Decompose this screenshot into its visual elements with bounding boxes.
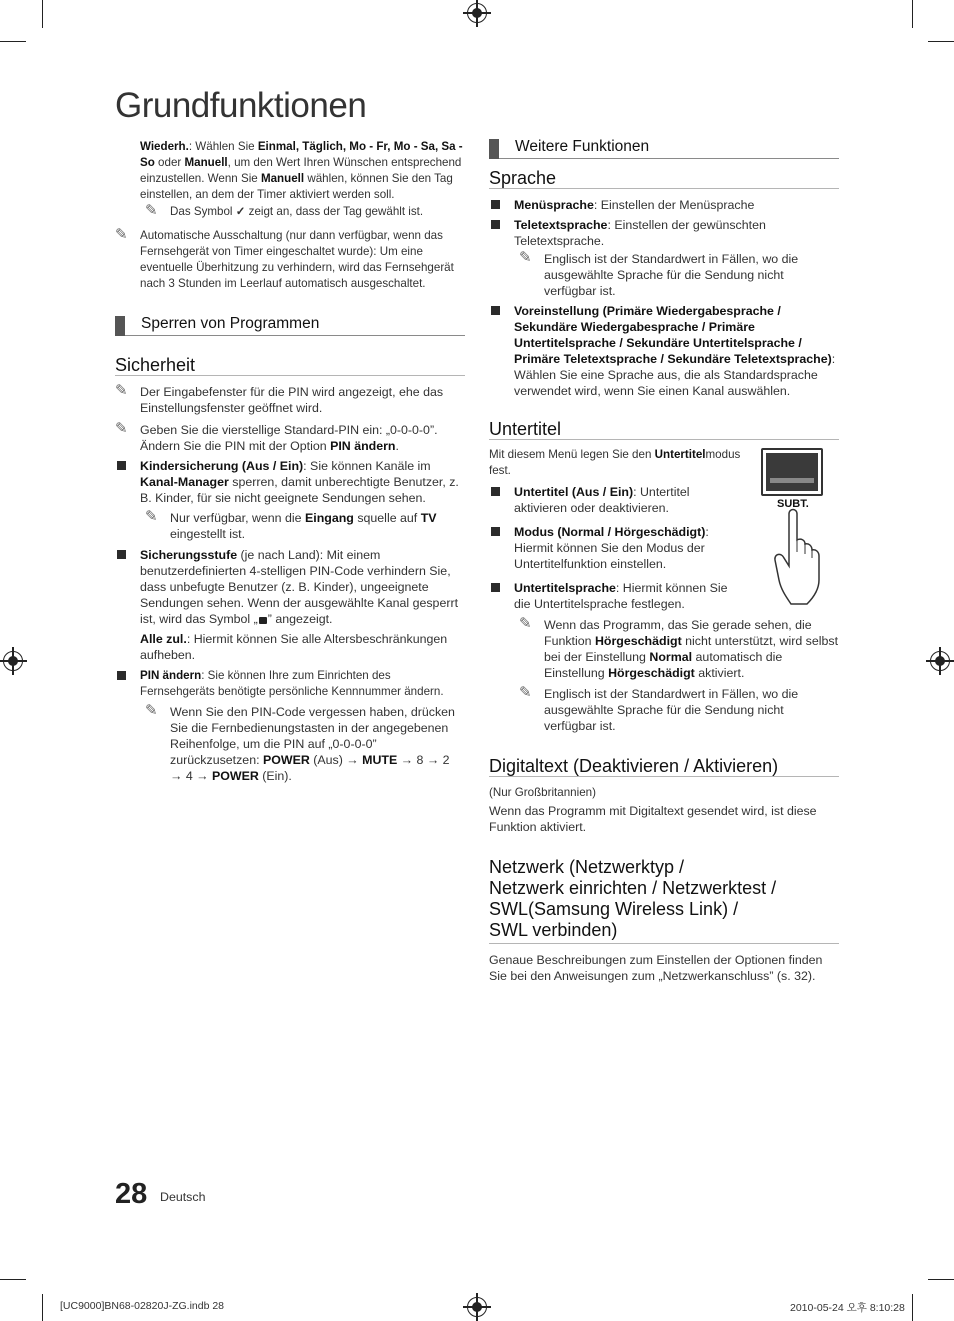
text: Der Eingabefenster für die PIN wird angezeigt, ehe das Einstellungsfenster geöffnet wird. bbox=[140, 385, 444, 415]
term: Voreinstellung (Primäre Wiedergabesprache / Sekundäre Wiedergabesprache / Primäre Untertitelsprache / Sekundäre Untertitelsprache / Primäre Teletextsprache / Sekundäre Teletextsprache) bbox=[514, 304, 832, 366]
paragraph: Wenn das Programm mit Digitaltext gesendet wird, ist diese Funktion aktiviert. bbox=[489, 804, 817, 834]
note-pencil-icon: ✎ bbox=[145, 702, 158, 719]
text: modus fest. bbox=[489, 448, 741, 477]
heading-netzwerk bbox=[489, 857, 839, 941]
term: Kindersicherung (Aus / Ein) bbox=[140, 459, 304, 473]
note bbox=[115, 384, 465, 416]
text: sperren, damit unberechtigte Benutzer, z. B. Kinder, für sie nicht geeignete Sendungen sehen. bbox=[140, 475, 459, 505]
remote-hand-icon bbox=[761, 448, 825, 608]
text: : Hiermit können Sie den Modus der Untertitelfunktion einstellen. bbox=[514, 525, 709, 571]
note bbox=[115, 228, 465, 292]
registration-mark-icon bbox=[467, 3, 487, 23]
term: MUTE bbox=[362, 753, 398, 767]
note bbox=[519, 617, 839, 681]
crop-mark bbox=[912, 0, 913, 28]
term: Wiederh. bbox=[140, 140, 189, 153]
text: Englisch ist der Standardwert in Fällen, wo die ausgewählte Sprache für die Sendung nicht verfügbar ist. bbox=[544, 687, 799, 733]
note-pencil-icon: ✎ bbox=[519, 615, 532, 632]
list-item bbox=[115, 458, 465, 506]
text: . bbox=[395, 439, 399, 453]
wiederh-paragraph bbox=[115, 139, 465, 203]
term: Manuell bbox=[184, 156, 228, 169]
note bbox=[115, 422, 465, 454]
note bbox=[145, 510, 465, 542]
text: : Hiermit können Sie die Untertitelsprache festlegen. bbox=[514, 581, 728, 611]
page-number: 28 bbox=[115, 1178, 148, 1210]
term: Kanal-Manager bbox=[140, 475, 229, 489]
text: (Ein). bbox=[258, 769, 292, 783]
term: PIN ändern bbox=[140, 669, 202, 682]
note bbox=[519, 686, 839, 734]
text: → 8 → 2 → 4 → bbox=[170, 753, 450, 783]
print-file-info: [UC9000]BN68-02820J-ZG.indb 28 bbox=[60, 1300, 225, 1312]
text: (je nach Land): Mit einem benutzerdefinierten 4-stelligen PIN-Code verhindern Sie, dass unbefugte Benutzer (z. B. Kinder), ungeeignete Sendungen sehen. Wenn der ausgewählte Kanal gesperrt ist, wird das Symbol „ bbox=[140, 548, 459, 626]
text: Englisch ist der Standardwert in Fällen, wo die ausgewählte Sprache für die Sendung nicht verfügbar ist. bbox=[544, 252, 799, 298]
text: : Hiermit können Sie alle Altersbeschränkungen aufheben. bbox=[140, 632, 448, 662]
text: : Sie können Ihre zum Einrichten des Fernsehgeräts benötigte persönliche Kennnummer ändern. bbox=[140, 669, 444, 698]
text: Wenn Sie den PIN-Code vergessen haben, drücken Sie die Fernbedienungstasten in der angegebenen Reihenfolge, um die PIN auf „0-0-0-0” zurückzusetzen: bbox=[170, 705, 455, 767]
subt-button-label: SUBT. bbox=[777, 498, 809, 510]
term: Modus (Normal / Hörgeschädigt) bbox=[514, 525, 706, 539]
text: Wenn das Programm, das Sie gerade sehen, die Funktion bbox=[544, 618, 812, 648]
note-pencil-icon: ✎ bbox=[115, 226, 128, 243]
registration-mark-icon bbox=[3, 651, 23, 671]
text: : Sie können Kanäle im bbox=[303, 459, 431, 473]
term: POWER bbox=[262, 753, 310, 767]
term: Hörgeschädigt bbox=[594, 634, 682, 648]
list-item bbox=[489, 580, 744, 612]
text: (Aus) → bbox=[309, 753, 363, 767]
section-heading: Sperren von Programmen bbox=[115, 316, 465, 336]
text: : Untertitel aktivieren oder deaktivieren. bbox=[514, 485, 690, 515]
text: : Wählen Sie eine Sprache aus, die als Standardsprache verwendet wird, wenn Sie einen Kanal auswählen. bbox=[514, 352, 836, 398]
crop-mark bbox=[42, 0, 43, 28]
list-item bbox=[115, 547, 465, 663]
note bbox=[145, 704, 465, 784]
term: Normal bbox=[649, 650, 693, 664]
text: Geben Sie die vierstellige Standard-PIN ein: „0-0-0-0”. Ändern Sie die PIN mit der Option bbox=[140, 423, 438, 453]
crop-mark bbox=[928, 41, 954, 42]
crop-mark bbox=[912, 1294, 913, 1321]
page-language: Deutsch bbox=[160, 1190, 206, 1204]
note bbox=[145, 204, 465, 220]
term: Alle zul. bbox=[140, 632, 187, 646]
remote-illustration bbox=[761, 448, 825, 608]
crop-mark bbox=[0, 41, 26, 42]
text: oder bbox=[154, 156, 185, 169]
paragraph: Genaue Beschreibungen zum Einstellen der Optionen finden Sie bei den Anweisungen zum „Netzwerkanschluss” (s. 32). bbox=[489, 953, 823, 983]
note-pencil-icon: ✎ bbox=[115, 382, 128, 399]
term: Untertitel bbox=[654, 448, 706, 461]
registration-mark-icon bbox=[467, 1297, 487, 1317]
heading-line: Netzwerk einrichten / Netzwerktest / bbox=[489, 878, 777, 898]
text: : Einstellen der Menüsprache bbox=[593, 198, 755, 212]
section-heading: Weitere Funktionen bbox=[489, 139, 839, 159]
text: : Einstellen der gewünschten Teletextsprache. bbox=[514, 218, 766, 248]
note-pencil-icon: ✎ bbox=[519, 249, 532, 266]
list-item bbox=[489, 484, 744, 516]
term: Untertitel (Aus / Ein) bbox=[514, 485, 634, 499]
registration-mark-icon bbox=[930, 651, 950, 671]
crop-mark bbox=[928, 1279, 954, 1280]
page-title: Grundfunktionen bbox=[115, 86, 367, 125]
list-item bbox=[489, 197, 839, 213]
text: Mit diesem Menü legen Sie den bbox=[489, 448, 655, 461]
heading-line: Netzwerk (Netzwerktyp / bbox=[489, 857, 685, 877]
paragraph bbox=[489, 447, 744, 479]
term: Sicherungsstufe bbox=[140, 548, 238, 562]
heading-sicherheit: Sicherheit bbox=[115, 357, 465, 376]
term: Eingang bbox=[305, 511, 354, 525]
text: nicht unterstützt, wird selbst bei der Einstellung bbox=[544, 634, 839, 664]
paragraph: (Nur Großbritannien) bbox=[489, 786, 596, 799]
heading-line: SWL verbinden) bbox=[489, 920, 618, 940]
text: Das Symbol bbox=[170, 205, 236, 218]
crop-mark bbox=[42, 1294, 43, 1321]
list-item bbox=[489, 217, 839, 249]
note-pencil-icon: ✎ bbox=[145, 508, 158, 525]
list-item bbox=[115, 668, 465, 700]
text: zeigt an, dass der Tag gewählt ist. bbox=[245, 205, 424, 218]
text: , um den Wert Ihren Wünschen entsprechend einzustellen. Wenn Sie bbox=[140, 156, 462, 185]
text: eingestellt ist. bbox=[170, 527, 246, 541]
text: ” angezeigt. bbox=[267, 612, 333, 626]
print-date: 2010-05-24 오후 8:10:28 bbox=[790, 1302, 905, 1314]
term: Menüsprache bbox=[514, 198, 594, 212]
checkmark-icon: ✓ bbox=[235, 205, 246, 218]
heading-digitaltext: Digitaltext (Deaktivieren / Aktivieren) bbox=[489, 758, 839, 777]
text: aktiviert. bbox=[694, 666, 745, 680]
term: TV bbox=[420, 511, 437, 525]
list-item bbox=[489, 524, 744, 572]
paragraph bbox=[140, 631, 465, 663]
heading-rule bbox=[489, 943, 839, 944]
heading-sprache: Sprache bbox=[489, 170, 839, 189]
term: POWER bbox=[212, 769, 259, 783]
right-column bbox=[489, 139, 839, 984]
note-pencil-icon: ✎ bbox=[145, 202, 158, 219]
lock-icon bbox=[259, 617, 267, 624]
text: squelle auf bbox=[353, 511, 421, 525]
crop-mark bbox=[0, 1279, 26, 1280]
text: wählen, können Sie den Tag einstellen, an dem der Timer aktiviert werden soll. bbox=[140, 172, 453, 201]
heading-line: SWL(Samsung Wireless Link) / bbox=[489, 899, 739, 919]
term: PIN ändern bbox=[330, 439, 396, 453]
text: : Wählen Sie bbox=[188, 140, 258, 153]
term: Einmal, Täglich, Mo - Fr, Mo - Sa, Sa - So bbox=[140, 140, 463, 169]
note bbox=[519, 251, 839, 299]
term: Manuell bbox=[260, 172, 305, 185]
text: Automatische Ausschaltung (nur dann verfügbar, wenn das Fernsehgerät von Timer eingeschaltet wurde): Um eine eventuelle Überhitzung zu verhindern, wird das Fernsehgerät nach 3 Stunden im Leerlauf automatisch ausgeschaltet. bbox=[140, 229, 454, 290]
text: Nur verfügbar, wenn die bbox=[170, 511, 305, 525]
untertitel-text bbox=[489, 440, 744, 612]
text: automatisch die Einstellung bbox=[544, 650, 783, 680]
note-pencil-icon: ✎ bbox=[115, 420, 128, 437]
untertitel-block bbox=[489, 440, 839, 612]
heading-untertitel: Untertitel bbox=[489, 421, 839, 440]
left-column bbox=[115, 139, 465, 784]
term: Untertitelsprache bbox=[514, 581, 616, 595]
list-item bbox=[489, 303, 839, 399]
note-pencil-icon: ✎ bbox=[519, 684, 532, 701]
term: Hörgeschädigt bbox=[608, 666, 695, 680]
term: Teletextsprache bbox=[514, 218, 608, 232]
